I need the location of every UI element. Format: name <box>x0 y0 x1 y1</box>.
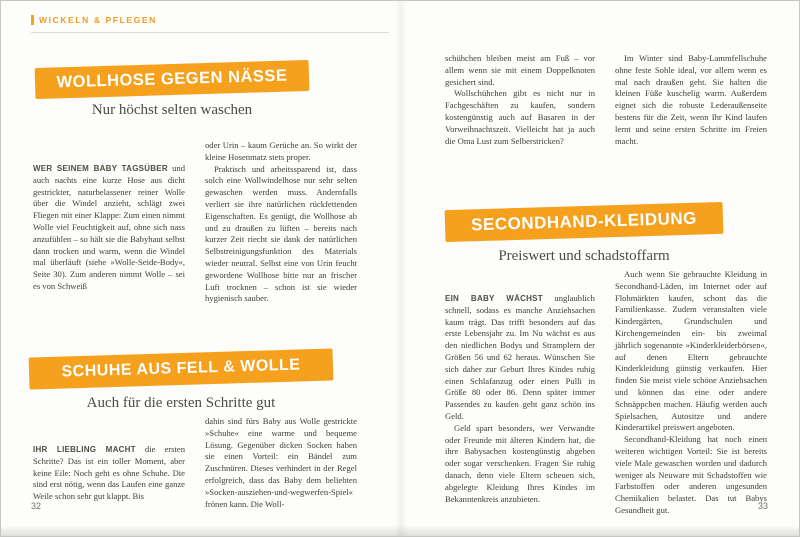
paragraph: Praktisch und arbeitssparend ist, dass solch eine Wollwindelhose nur sehr selten gewaschen werden muss. Andernfalls verliert sie ihre natürlichen rückfettenden Eigenschaften. Es genügt, die Wollhose ab und zu draußen zu lüften – bereits nach kurzer Zeit riecht sie dank der natürlichen Selbstreinigungsfunktion des Materials wieder neutral. Selbst eine von Urin feucht gewordene Wollhose bitte nur an frischer Luft trocknen – schon ist sie wieder hygienisch sauber. <box>205 163 357 304</box>
subtitle-secondhand: Preiswert und schadstoffarm <box>498 248 670 264</box>
running-head <box>31 15 157 25</box>
section-kicker: WICKELN & PFLEGEN <box>39 15 157 25</box>
header-rule <box>31 32 389 33</box>
right-page-column1-bottom <box>445 293 595 505</box>
lead-in: WER SEINEM BABY TAGSÜBER <box>33 164 168 173</box>
paragraph: Wollschühchen gibt es nicht nur in Fachgeschäften zu kaufen, sondern kostengünstig auch auf Basaren in der Vorweihnachtszeit. Vielleicht hat ja auch die Oma Lust zum Selberstricken? <box>445 88 595 146</box>
paragraph <box>33 444 185 503</box>
right-page-column2-top <box>615 53 767 147</box>
paragraph <box>445 293 595 423</box>
left-page-column2-top <box>205 140 357 305</box>
lead-in: EIN BABY WÄCHST <box>445 294 543 303</box>
page-number-left: 32 <box>31 501 42 511</box>
left-page-column2-bottom <box>205 416 357 510</box>
left-page-column1-top <box>33 163 185 293</box>
paragraph: schühchen bleiben meist am Fuß – vor allem wenn sie mit einem Doppelknoten gesichert sind. <box>445 53 595 87</box>
subtitle-schuhe: Auch für die ersten Schritte gut <box>86 395 276 411</box>
heading-schuhe <box>29 348 334 389</box>
paragraph: Secondhand-Kleidung hat noch einen weiteren wichtigen Vorteil: Sie ist bereits viele Male gewaschen worden und dadurch weniger als Neuware mit Schadstoffen wie Farbstoffen oder anderen ungesunden Chemikalien belastet. Das tut Babys Gesundheit gut. <box>615 434 767 515</box>
paragraph: oder Urin – kaum Gerüche an. So wirkt der kleine Hosenmatz stets proper. <box>205 140 357 162</box>
heading-wollhose-label: WOLLHOSE GEGEN NÄSSE <box>56 66 288 92</box>
lead-in: IHR LIEBLING MACHT <box>33 445 136 454</box>
paragraph: dahin sind fürs Baby aus Wolle gestrickte »Schuhe« eine warme und bequeme Lösung. Gegenüber dicken Socken haben sie einen Vorteil: ein Bändel zum Zuschnüren. Dieses verhindert in der Regel erfolgreich, dass das Baby dem beliebten »Socken-ausziehen-und-wegwerfen-Spiel« frönen kann. Die Woll- <box>205 416 357 509</box>
heading-secondhand-label: SECONDHAND-KLEIDUNG <box>470 208 698 235</box>
paragraph-text: und auch nachts eine kurze Hose aus dicht gestrickter, naturbelassener reiner Wolle über die Windel anzieht, schlägt zwei Fliegen mit einer Klappe: Zum einen nimmt Wolle viel Feuchtigkeit auf, ohne sich nass anzufühlen – so hält sie die Babyhaut selbst dann trocken und warm, wenn die Windel mal überläuft (siehe »Wolle-Seide-Body«, Seite 30). Zum anderen nimmt Wolle – sei es von Schweiß <box>33 163 185 291</box>
heading-secondhand <box>445 202 724 242</box>
paragraph: Geld spart besonders, wer Verwandte oder Freunde mit älteren Kindern hat, die ihre Babysachen kostengünstig abgeben oder sogar verschenken. Fragen Sie ruhig danach, denn viele Eltern scheuen sich, abgelegte Kleidung Ihres Kindes im Bekanntenkreis anzubieten. <box>445 422 595 504</box>
page-edge-shadow <box>1 525 799 536</box>
paragraph-text: unglaublich schnell, sodass es manche Anziehsachen kaum trägt. Das trifft besonders auf das erste Lebensjahr zu. Im Nu wächst es aus den niedlichen Bodys und Stramplern der Größen 56 und 62 heraus. Wünschen Sie sich daher zur Geburt Ihres Kindes ruhig einen Schlafanzug oder einen Pulli in Größe 80 oder 86. Denn später immer Passendes zu kaufen geht ganz schön ins Geld. <box>445 293 595 421</box>
kicker-bar-icon <box>31 15 34 25</box>
page-number-right: 33 <box>758 501 769 511</box>
page-spine <box>395 1 407 536</box>
heading-wollhose <box>35 60 310 99</box>
right-page-column2-bottom <box>615 269 767 517</box>
heading-schuhe-label: SCHUHE AUS FELL & WOLLE <box>61 356 301 381</box>
left-page-column1-bottom <box>33 444 185 503</box>
paragraph <box>33 163 185 293</box>
paragraph-text: die ersten Schritte? Das ist ein toller Moment, aber keine Eile: Noch geht es ohne Schuhe. Die sind erst nötig, wenn das Laufen eine ganze Weile schon sehr gut klappt. Bis <box>33 444 185 502</box>
subtitle-wollhose: Nur höchst selten waschen <box>91 102 253 118</box>
paragraph: Auch wenn Sie gebrauchte Kleidung in Secondhand-Läden, im Internet oder auf Flohmärkten kaufen, schont das die Familienkasse. Zudem veranstalten viele Kindergärten, Grundschulen und Kirchengemeinden ein- bis zweimal jährlich sogenannte »Kinderkleiderbörsen«, auf denen Eltern gebrauchte Kinderkleidung günstig verkaufen. Hier finden Sie meist viele schöne Anziehsachen und können das eine oder andere Schnäppchen machen. Häufig werden auch Spielsachen, Autositze und andere Kinderartikel preiswert angeboten. <box>615 269 767 433</box>
right-page-column1-top <box>445 53 595 147</box>
paragraph: Im Winter sind Baby-Lammfellschuhe ohne feste Sohle ideal, vor allem wenn es mal nach draußen geht. Sie halten die kleinen Füße kuschelig warm. Außerdem eignet sich die robuste Lederaußenseite bestens für die Zeit, wenn Ihr Kind laufen lernt und seine ersten Schritte im Freien macht. <box>615 53 767 146</box>
